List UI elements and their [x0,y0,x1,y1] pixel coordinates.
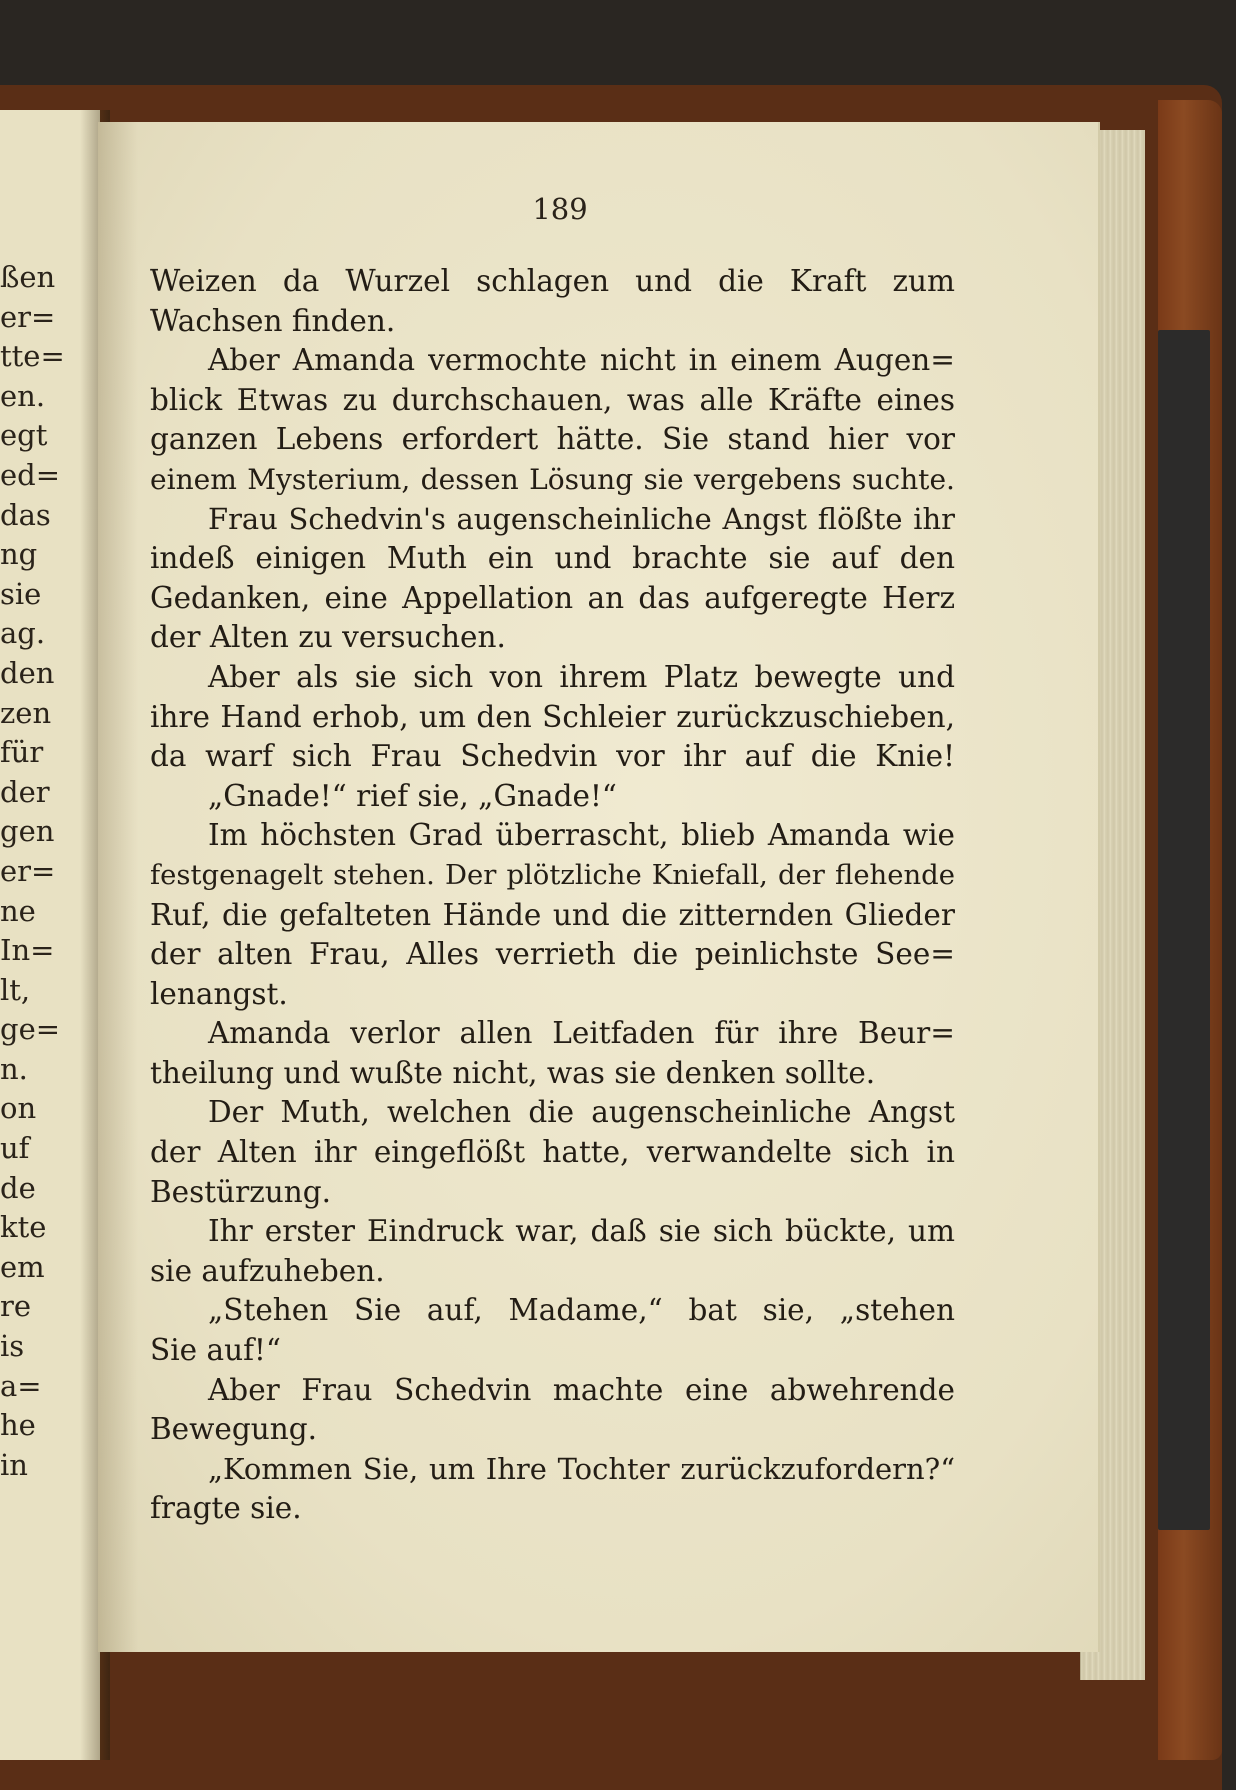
text-line: Der Muth, welchen die augenscheinliche Angst [208,1095,955,1130]
fragment-line: in [0,1447,28,1482]
fragment-line: uf [0,1131,30,1166]
fragment-line: sie [0,576,42,611]
text-line: der alten Frau, Alles verrieth die peinlichste See= [150,937,955,972]
text-line: Im höchsten Grad überrascht, blieb Amanda wie [208,818,955,853]
text-line: „Kommen Sie, um Ihre Tochter zurückzufordern?“ [208,1451,955,1486]
text-line: „Stehen Sie auf, Madame,“ bat sie, „stehen [208,1293,955,1328]
page-number: 189 [532,192,588,226]
text-line: Aber Amanda vermochte nicht in einem Augen= [208,343,955,378]
text-line: indeß einigen Muth ein und brachte sie auf den [150,541,955,576]
fragment-line: den [0,655,55,690]
fragment-line: der [0,774,50,809]
text-line: Ihr erster Eindruck war, daß sie sich bückte, um [208,1214,955,1249]
fragment-line: das [0,497,51,532]
fragment-line: er= [0,853,56,888]
text-line: fragte sie. [150,1491,302,1526]
text-line: ihre Hand erhob, um den Schleier zurückzuschieben, [150,699,955,734]
fragment-line: ed= [0,457,61,492]
fragment-line: zen [0,695,52,730]
text-line: da warf sich Frau Schedvin vor ihr auf die Knie! [150,739,955,774]
fragment-line: In= [0,933,55,968]
fragment-line: für [0,735,44,770]
fragment-line: kte [0,1210,47,1245]
cover-cloth-strip [1158,330,1210,1530]
text-line: Sie auf!“ [150,1333,281,1368]
text-line: Gedanken, eine Appellation an das aufgeregte Herz [150,580,955,615]
fragment-line: lt, [0,972,31,1007]
fragment-line: tte= [0,339,65,374]
fragment-line: n. [0,1051,28,1086]
fragment-line: ge= [0,1012,61,1047]
text-line: „Gnade!“ rief sie, „Gnade!“ [208,778,617,813]
fragment-line: on [0,1091,37,1126]
fragment-line: de [0,1170,36,1205]
text-line: ganzen Lebens erfordert hätte. Sie stand hier vor [150,422,955,457]
fragment-line: ßen [0,260,56,294]
fragment-line: en. [0,378,46,413]
text-line: lenangst. [150,976,288,1011]
text-line: Ruf, die gefalteten Hände und die zitternden Glieder [150,897,955,932]
text-line: Amanda verlor allen Leitfaden für ihre Beur= [208,1016,955,1051]
fragment-line: he [0,1408,36,1443]
text-line: Wachsen finden. [150,303,396,338]
fragment-line: ag. [0,616,46,651]
fragment-line: is [0,1329,25,1364]
text-line: Frau Schedvin's augenscheinliche Angst flößte ihr [208,501,955,536]
fragment-line: em [0,1249,45,1284]
page-body-text [150,262,955,1529]
fragment-line: a= [0,1368,42,1403]
text-line: der Alten ihr eingeflößt hatte, verwandelte sich in [150,1135,955,1170]
text-line: blick Etwas zu durchschauen, was alle Kräfte eines [150,382,955,417]
fragment-line: gen [0,814,55,849]
text-line: der Alten zu versuchen. [150,620,506,655]
left-page-text-fragment [0,258,72,1485]
text-line: festgenagelt stehen. Der plötzliche Kniefall, der flehende [150,859,955,891]
text-line: Bewegung. [150,1412,317,1447]
fragment-line: er= [0,299,56,334]
fragment-line: ne [0,893,36,928]
text-line: Aber Frau Schedvin machte eine abwehrende [208,1372,955,1407]
text-line: einem Mysterium, dessen Lösung sie vergebens suchte. [150,462,955,496]
fragment-line: re [0,1289,32,1324]
text-line: sie aufzuheben. [150,1253,385,1288]
text-line: Aber als sie sich von ihrem Platz bewegte und [208,659,955,694]
text-line: Weizen da Wurzel schlagen und die Kraft zum [150,264,955,298]
text-line: theilung und wußte nicht, was sie denken sollte. [150,1055,876,1090]
text-line: Bestürzung. [150,1174,332,1209]
fragment-line: egt [0,418,48,453]
fragment-line: ng [0,537,38,572]
